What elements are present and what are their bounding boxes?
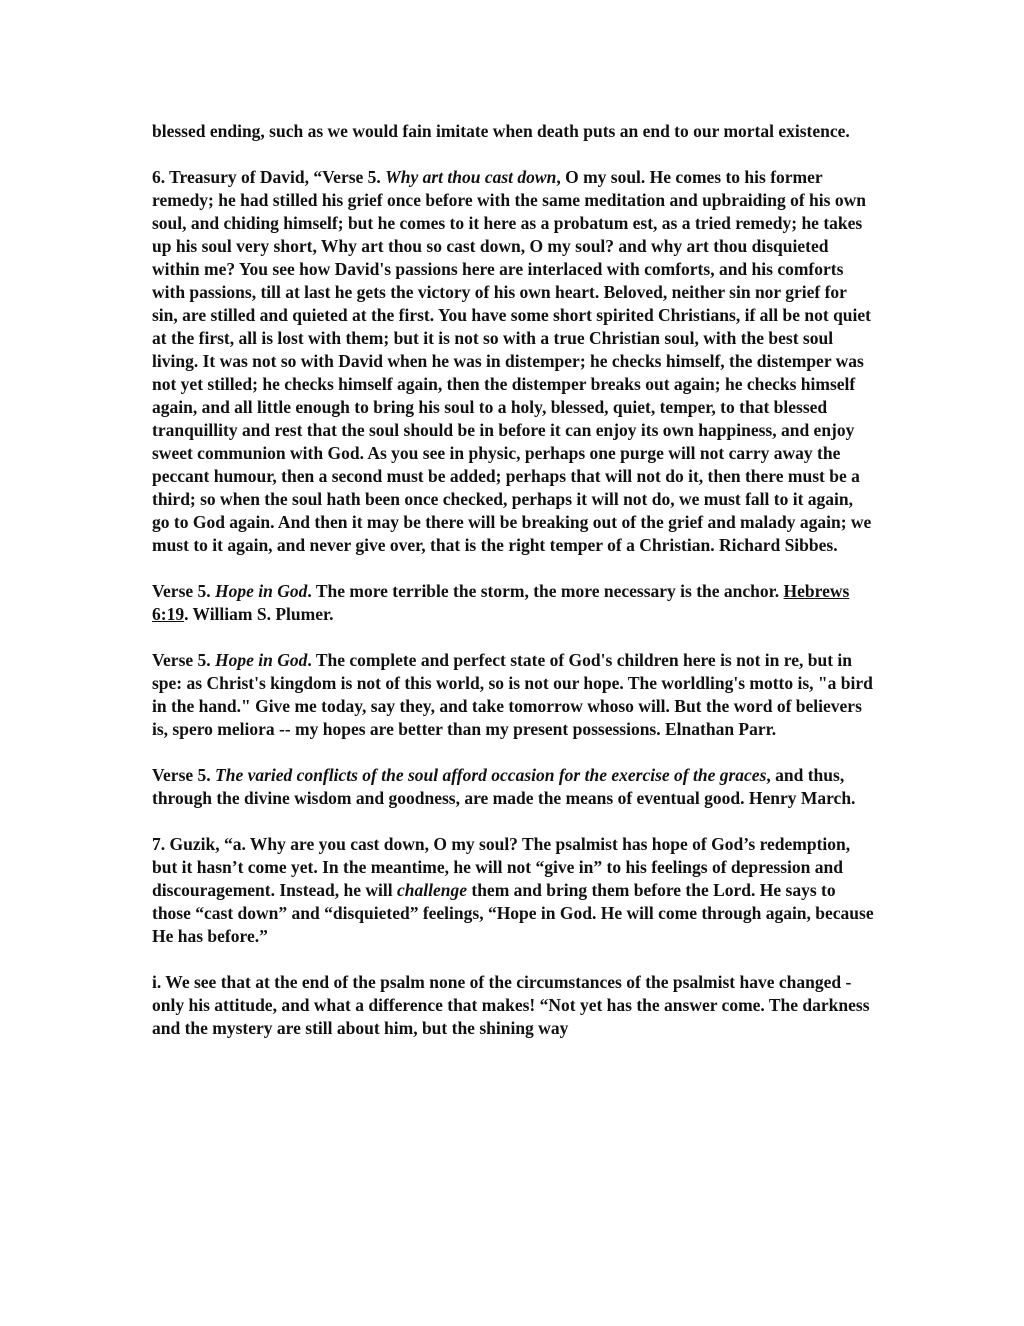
paragraph-text: blessed ending, such as we would fain imitate when death puts an end to our mortal existence. [152,121,850,141]
scripture-link[interactable]: Hebrews 6:19 [152,581,850,624]
paragraph-text: them and bring them before the Lord. He says to those “cast down” and “disquieted” feelings, “Hope in God. He will come through again, because He has before.” [152,880,874,946]
paragraph-2 [152,166,874,557]
paragraph-1 [152,120,874,143]
paragraph-text: , and thus, through the divine wisdom and goodness, are made the means of eventual good. Henry March. [152,765,856,808]
paragraph-3 [152,580,874,626]
paragraph-4 [152,649,874,741]
paragraph-text: 7. Guzik, “a. Why are you cast down, O my soul? The psalmist has hope of God’s redemption, but it hasn’t come yet. In the meantime, he will not “give in” to his feelings of depression and discouragement. Instead, he will [152,834,851,900]
paragraph-5 [152,764,874,810]
document-page [152,120,874,1040]
italic-phrase: Why art thou cast down [385,167,557,187]
italic-phrase: Hope in God [215,581,308,601]
paragraph-text: 6. Treasury of David, “Verse 5. [152,167,386,187]
paragraph-text: . The more terrible the storm, the more necessary is the anchor. [307,581,784,601]
paragraph-text: Verse 5. [152,650,216,670]
paragraph-text: Verse 5. [152,581,216,601]
paragraph-text: i. We see that at the end of the psalm none of the circumstances of the psalmist have changed - only his attitude, and what a difference that makes! “Not yet has the answer come. The darkness and the mystery are still about him, but the shining way [152,972,870,1038]
paragraph-text: , O my soul. He comes to his former remedy; he had stilled his grief once before with the same meditation and upbraiding of his own soul, and chiding himself; but he comes to it here as a probatum est, as a tried remedy; he takes up his soul very short, Why art thou so cast down, O my soul? and why art thou disquieted within me? You see how David's passions here are interlaced with comforts, and his comforts with passions, till at last he gets the victory of his own heart. Beloved, neither sin nor grief for sin, are stilled and quieted at the first. You have some short spirited Christians, if all be not quiet at the first, all is lost with them; but it is not so with a true Christian soul, with the best soul living. It was not so with David when he was in distemper; he checks himself, the distemper was not yet stilled; he checks himself again, then the distemper breaks out again; he checks himself again, and all little enough to bring his soul to a holy, blessed, quiet, temper, to that blessed tranquillity and rest that the soul should be in before it can enjoy its own happiness, and enjoy sweet communion with God. As you see in physic, perhaps one purge will not carry away the peccant humour, then a second must be added; perhaps that will not do it, then there must be a third; so when the soul hath been once checked, perhaps it will not do, we must fall to it again, go to God again. And then it may be there will be breaking out of the grief and malady again; we must to it again, and never give over, that is the right temper of a Christian. Richard Sibbes. [152,167,872,555]
italic-phrase: challenge [397,880,467,900]
paragraph-text: . The complete and perfect state of God's children here is not in re, but in spe: as Christ's kingdom is not of this world, so is not our hope. The worldling's motto is, "a bird in the hand." Give me today, say they, and take tomorrow whoso will. But the word of believers is, spero meliora -- my hopes are better than my present possessions. Elnathan Parr. [152,650,873,739]
paragraph-text: Verse 5. [152,765,216,785]
italic-phrase: The varied conflicts of the soul afford occasion for the exercise of the graces [215,765,767,785]
paragraph-7 [152,971,874,1040]
paragraph-6 [152,833,874,948]
paragraph-text: . William S. Plumer. [184,604,334,624]
italic-phrase: Hope in God [215,650,308,670]
